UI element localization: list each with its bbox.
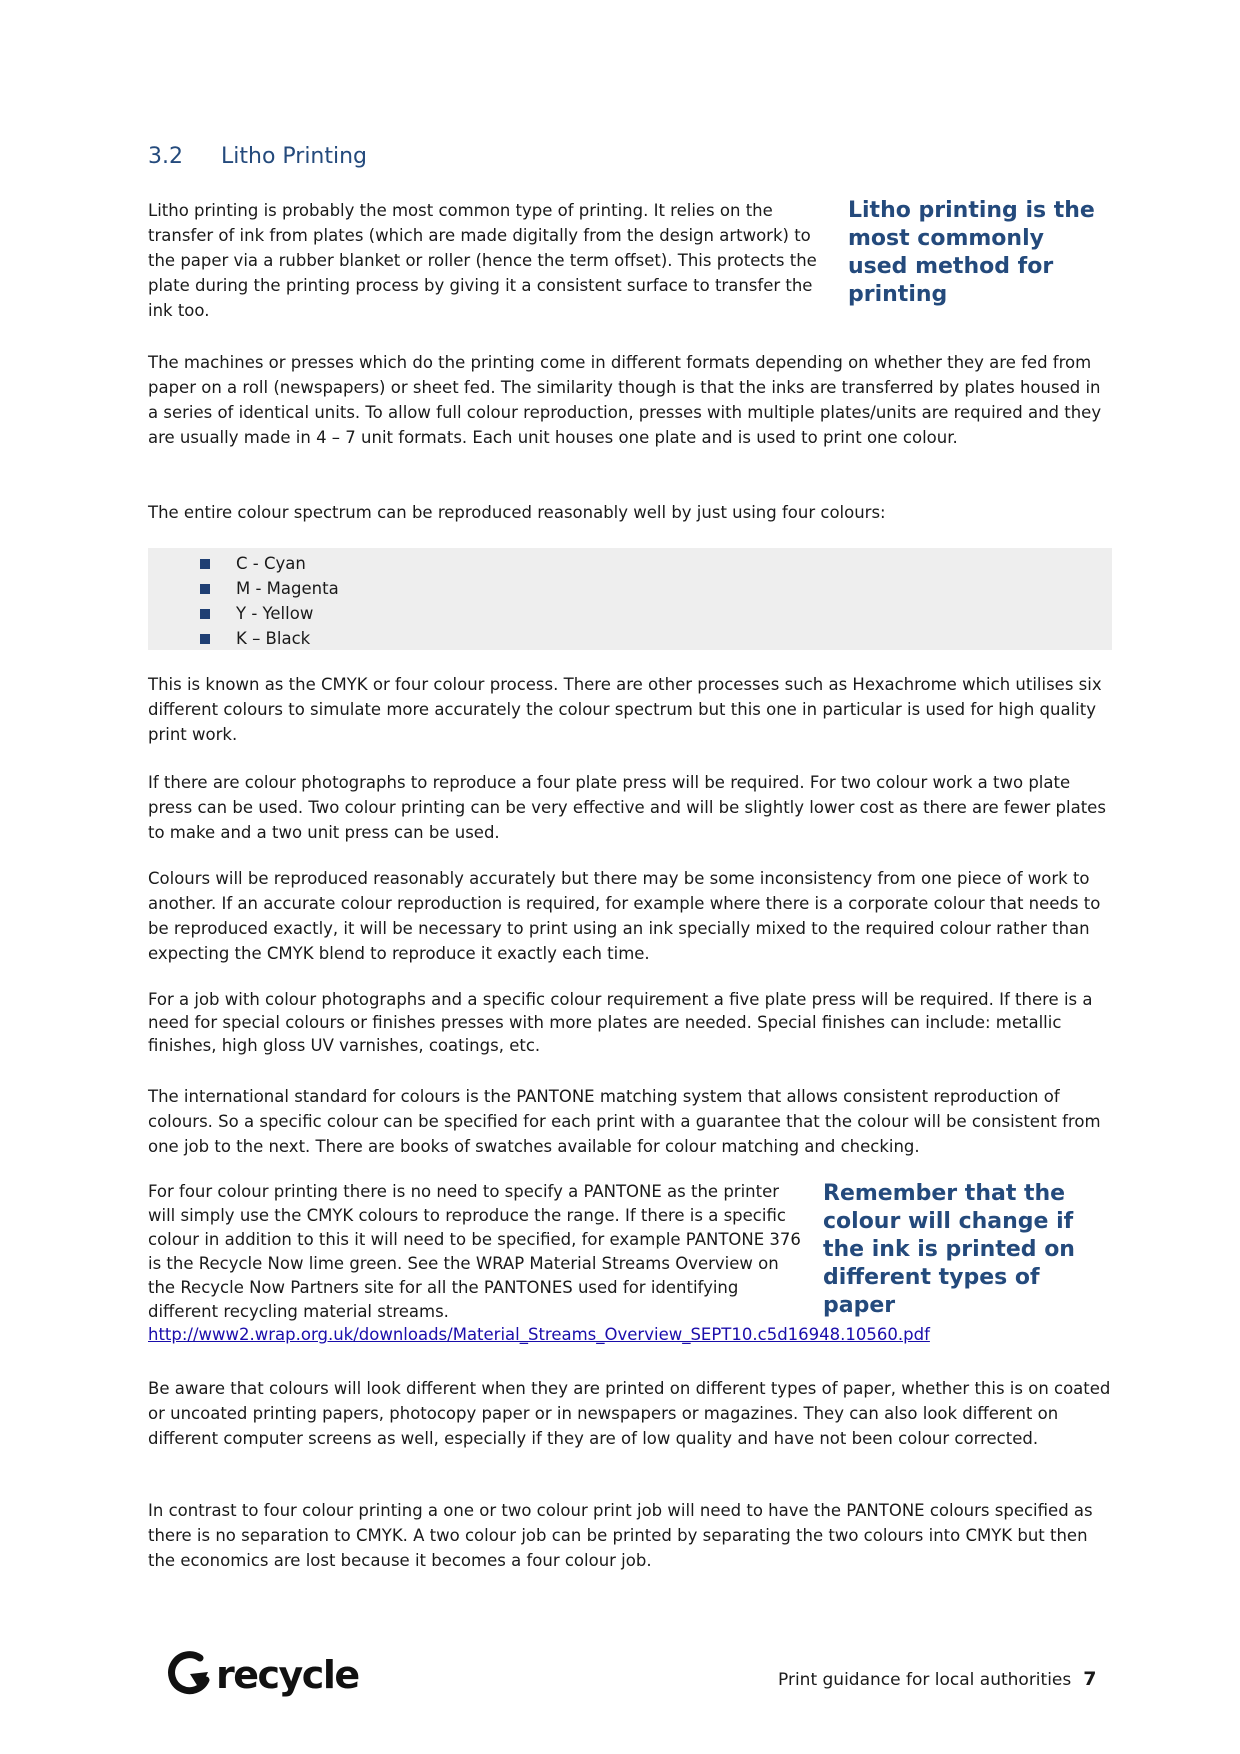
section-heading [148, 144, 367, 169]
section-title: Litho Printing [221, 144, 368, 169]
cmyk-list [200, 551, 339, 651]
list-item-label: C - Cyan [236, 554, 306, 573]
list-item-label: M - Magenta [236, 579, 339, 598]
list-item [200, 601, 339, 626]
list-item [200, 626, 339, 651]
list-item [200, 551, 339, 576]
paragraph-colour-spectrum: The entire colour spectrum can be reproduced reasonably well by just using four colours: [148, 503, 886, 522]
square-bullet-icon [200, 634, 210, 644]
paragraph-pantone-standard: The international standard for colours is the PANTONE matching system that allows consistent reproduction of colours. So a specific colour can be specified for each print with a guarantee that the colour will be consistent from one job to the next. There are books of swatches available for colour matching and checking. [148, 1087, 1101, 1156]
square-bullet-icon [200, 559, 210, 569]
paragraph-four-colour-pantone: For four colour printing there is no need to specify a PANTONE as the printer will simply use the CMYK colours to reproduce the range. If there is a specific colour in addition to this it will need to be specified, for example PANTONE 376 is the Recycle Now lime green. See the WRAP Material Streams Overview on the Recycle Now Partners site for all the PANTONES used for identifying different recycling material streams. [148, 1182, 801, 1321]
callout-paper-colour: Remember that the colour will change if the ink is printed on different types of paper [823, 1181, 1075, 1318]
logo-text: recycle [216, 1653, 359, 1697]
paragraph-litho-intro: Litho printing is probably the most common type of printing. It relies on the transfer of ink from plates (which are made digitally from the design artwork) to the paper via a rubber blanket or roller (hence the term offset). This protects the plate during the printing process by giving it a consistent surface to transfer the ink too. [148, 201, 817, 320]
footer-title: Print guidance for local authorities [778, 1670, 1072, 1690]
list-item-label: Y - Yellow [236, 604, 314, 623]
paragraph-photographs: If there are colour photographs to reproduce a four plate press will be required. For two colour work a two plate press can be used. Two colour printing can be very effective and will be slightly lower cost as there are fewer plates to make and a two unit press can be used. [148, 773, 1106, 842]
list-item [200, 576, 339, 601]
material-streams-link[interactable]: http://www2.wrap.org.uk/downloads/Material_Streams_Overview_SEPT10.c5d16948.10560.pdf [148, 1325, 930, 1344]
list-item-label: K – Black [236, 629, 311, 648]
callout-litho-common: Litho printing is the most commonly used method for printing [848, 198, 1095, 307]
square-bullet-icon [200, 609, 210, 619]
recycle-now-logo [160, 1646, 370, 1704]
section-number: 3.2 [148, 144, 183, 169]
paragraph-paper-types: Be aware that colours will look different when they are printed on different types of paper, whether this is on coated or uncoated printing papers, photocopy paper or in newspapers or magazines. They can also look different on different computer screens as well, especially if they are of low quality and have not been colour corrected. [148, 1379, 1111, 1448]
page-number: 7 [1083, 1668, 1097, 1690]
paragraph-five-plate: For a job with colour photographs and a specific colour requirement a five plate press will be required. If there is a need for special colours or finishes presses with more plates are needed. Special finishes can include: metallic finishes, high gloss UV varnishes, coatings, etc. [148, 990, 1093, 1055]
square-bullet-icon [200, 584, 210, 594]
paragraph-presses: The machines or presses which do the printing come in different formats depending on whether they are fed from paper on a roll (newspapers) or sheet fed. The similarity though is that the inks are transferred by plates housed in a series of identical units. To allow full colour reproduction, presses with multiple plates/units are required and they are usually made in 4 – 7 unit formats. Each unit houses one plate and is used to print one colour. [148, 353, 1102, 447]
paragraph-cmyk-process: This is known as the CMYK or four colour process. There are other processes such as Hexachrome which utilises six different colours to simulate more accurately the colour spectrum but this one in particular is used for high quality print work. [148, 675, 1102, 744]
page-footer [778, 1668, 1096, 1690]
paragraph-two-colour: In contrast to four colour printing a one or two colour print job will need to have the PANTONE colours specified as there is no separation to CMYK. A two colour job can be printed by separating the two colours into CMYK but then the economics are lost because it becomes a four colour job. [148, 1501, 1093, 1570]
paragraph-colour-accuracy: Colours will be reproduced reasonably accurately but there may be some inconsistency from one piece of work to another. If an accurate colour reproduction is required, for example where there is a corporate colour that needs to be reproduced exactly, it will be necessary to print using an ink specially mixed to the required colour rather than expecting the CMYK blend to reproduce it exactly each time. [148, 869, 1101, 963]
